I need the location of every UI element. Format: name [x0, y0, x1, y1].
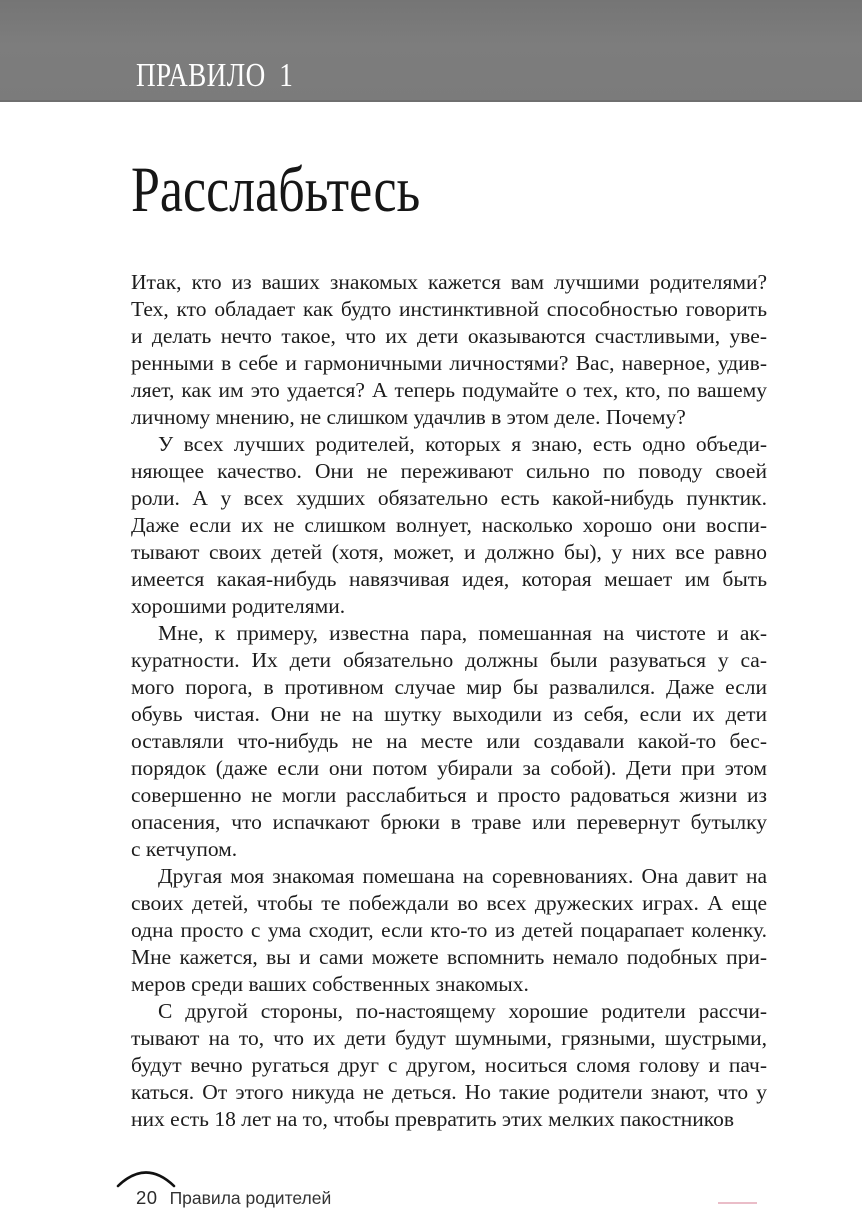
chapter-heading: ПРАВИЛО 1 — [136, 57, 294, 94]
paragraph — [131, 620, 767, 863]
text-line: обувь чистая. Они не на шутку выходили из себя, если их дети — [131, 702, 767, 726]
text-line: тывают своих детей (хотя, может, и должно бы), у них все равно — [131, 540, 767, 564]
text-line: и делать нечто такое, что их дети оказываются счастливыми, уве- — [131, 324, 767, 348]
text-line: ляет, как им это удается? А теперь подумайте о тех, кто, по вашему — [131, 378, 767, 402]
text-line: няющее качество. Они не переживают сильно по поводу своей — [131, 459, 767, 483]
text-line: оставляли что-нибудь не на месте или создавали какой-то бес- — [131, 729, 767, 753]
paragraph — [131, 431, 767, 620]
text-line: ренными в себе и гармоничными личностями? Вас, наверное, удив- — [131, 351, 767, 375]
text-line: куратности. Их дети обязательно должны были разуваться у са- — [131, 648, 767, 672]
text-line: личному мнению, не слишком удачлив в этом деле. Почему? — [131, 405, 686, 429]
text-line: будут вечно ругаться друг с другом, носиться сломя голову и пач- — [131, 1053, 767, 1077]
text-line: хорошими родителями. — [131, 594, 346, 618]
arc-swoosh-icon — [116, 1169, 176, 1189]
text-line: Даже если их не слишком волнует, насколько хорошо они воспи- — [131, 513, 767, 537]
text-line: Другая моя знакомая помешана на соревнованиях. Она давит на — [158, 864, 767, 888]
chapter-heading-band — [0, 0, 862, 102]
text-line: опасения, что испачкают брюки в траве или перевернут бутылку — [131, 810, 767, 834]
text-line: порядок (даже если они потом убирали за собой). Дети при этом — [131, 756, 767, 780]
text-line: своих детей, чтобы те побеждали во всех дружеских играх. А еще — [131, 891, 767, 915]
page-footer — [136, 1187, 331, 1209]
paragraph — [131, 269, 767, 431]
text-line: с кетчупом. — [131, 837, 238, 861]
text-line: имеется какая-нибудь навязчивая идея, которая мешает им быть — [131, 567, 767, 591]
accent-line — [718, 1202, 757, 1204]
text-line: С другой стороны, по-настоящему хорошие родители рассчи- — [158, 999, 767, 1023]
text-line: каться. От этого никуда не деться. Но такие родители знают, что у — [131, 1080, 767, 1104]
body-text — [131, 269, 767, 1133]
paragraph — [131, 998, 767, 1133]
chapter-title: Расслабьтесь — [131, 154, 421, 226]
text-line: них есть 18 лет на то, чтобы превратить этих мелких пакостников — [131, 1107, 734, 1131]
text-line: Тех, кто обладает как будто инстинктивной способностью говорить — [131, 297, 767, 321]
book-title-footer: Правила родителей — [169, 1188, 332, 1208]
text-line: У всех лучших родителей, которых я знаю, есть одно объеди- — [158, 432, 767, 456]
text-line: одна просто с ума сходит, если кто-то из детей поцарапает коленку. — [131, 918, 767, 942]
text-line: меров среди ваших собственных знакомых. — [131, 972, 529, 996]
text-line: совершенно не могли расслабиться и просто радоваться жизни из — [131, 783, 767, 807]
text-line: Мне, к примеру, известна пара, помешанная на чистоте и ак- — [158, 621, 767, 645]
text-line: роли. А у всех худших обязательно есть какой-нибудь пунктик. — [131, 486, 767, 510]
text-line: тывают на то, что их дети будут шумными, грязными, шустрыми, — [131, 1026, 767, 1050]
paragraph — [131, 863, 767, 998]
text-line: мого порога, в противном случае мир бы развалился. Даже если — [131, 675, 767, 699]
page-number: 20 — [136, 1187, 158, 1208]
text-line: Мне кажется, вы и сами можете вспомнить немало подобных при- — [131, 945, 767, 969]
text-line: Итак, кто из ваших знакомых кажется вам лучшими родителями? — [131, 270, 767, 294]
